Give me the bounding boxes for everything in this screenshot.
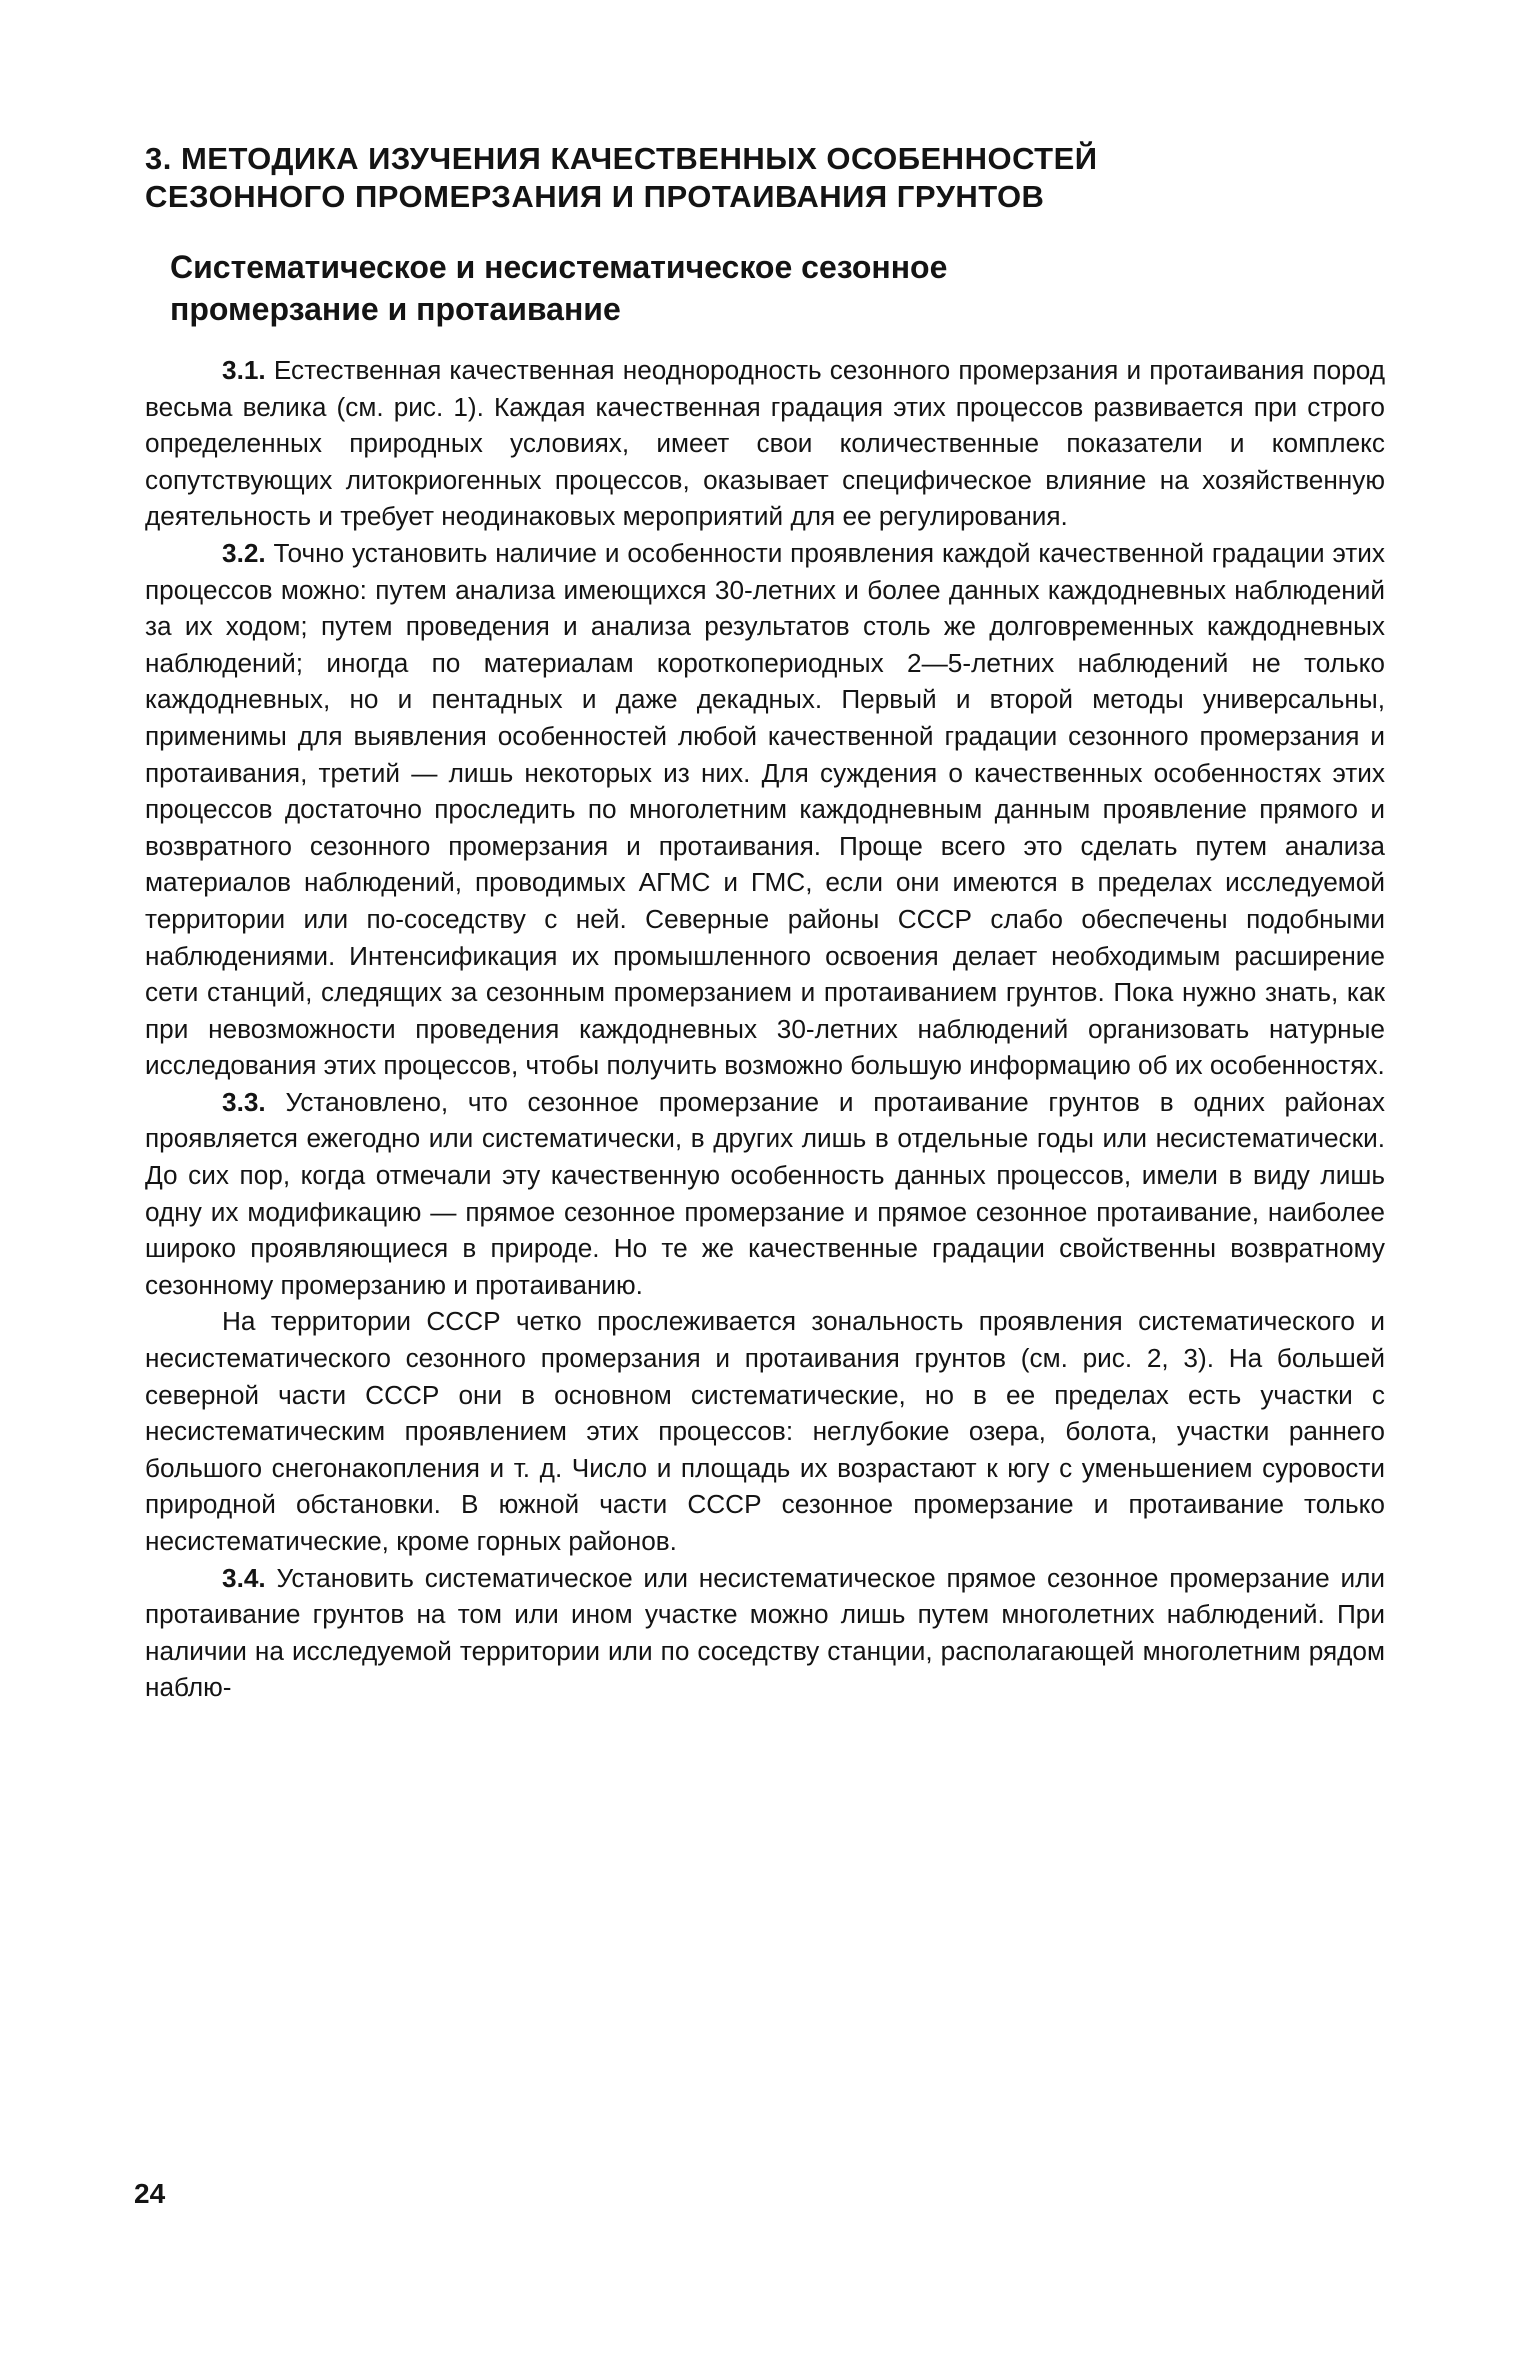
paragraph-text: Установлено, что сезонное промерзание и протаивание грунтов в одних районах проявляется ежегодно или систематически, в других лишь в отдельные годы или несистематически. До сих пор, когда отмечали эту качественную особенность данных процессов, имели в виду лишь одну их модификацию — прямое сезонное промерзание и прямое сезонное протаивание, наиболее широко проявляющиеся в природе. Но те же качественные градации свойственны возвратному сезонному промерзанию и протаиванию.	[145, 1086, 1385, 1300]
page-number: 24	[134, 2178, 166, 2209]
paragraph-3-3	[145, 1084, 1385, 1304]
paragraph-number: 3.3.	[222, 1086, 266, 1117]
paragraph-text: Точно установить наличие и особенности проявления каждой качественной градации этих процессов можно: путем анализа имеющихся 30-летних и более данных каждодневных наблюдений за их ходом; путем проведения и анализа результатов столь же долговременных каждодневных наблюдений; иногда по материалам короткопериодных 2—5-летних наблюдений не только каждодневных, но и пентадных и даже декадных. Первый и второй методы универсальны, применимы для выявления особенностей любой качественной градации сезонного промерзания и протаивания, третий — лишь некоторых из них. Для суждения о качественных особенностях этих процессов достаточно проследить по многолетним каждодневным данным проявление прямого и возвратного сезонного промерзания и протаивания. Проще всего это сделать путем анализа материалов наблюдений, проводимых АГМС и ГМС, если они имеются в пределах исследуемой территории или по-соседству с ней. Северные районы СССР слабо обеспечены подобными наблюдениями. Интенсификация их промышленного освоения делает необходимым расширение сети станций, следящих за сезонным промерзанием и протаиванием грунтов. Пока нужно знать, как при невозможности проведения каждодневных 30-летних наблюдений организовать натурные исследования этих процессов, чтобы получить возможно большую информацию об их особенностях.	[145, 537, 1385, 1081]
body-text	[145, 352, 1385, 1706]
section-title-line: Систематическое и несистематическое сезонное	[170, 249, 948, 285]
chapter-title	[145, 140, 1405, 216]
paragraph-3-4	[145, 1560, 1385, 1706]
paragraph-text: На территории СССР четко прослеживается зональность проявления систематического и несистематического сезонного промерзания и протаивания грунтов (см. рис. 2, 3). На большей северной части СССР они в основном систематические, но в ее пределах есть участки с несистематическим проявлением этих процессов: неглубокие озера, болота, участки раннего большого снегонакопления и т. д. Число и площадь их возрастают к югу с уменьшением суровости природной обстановки. В южной части СССР сезонное промерзание и протаивание только несистематические, кроме горных районов.	[145, 1306, 1385, 1556]
paragraph-number: 3.4.	[222, 1562, 266, 1593]
chapter-title-line: СЕЗОННОГО ПРОМЕРЗАНИЯ И ПРОТАИВАНИЯ ГРУНТОВ	[145, 179, 1045, 214]
paragraph-text: Естественная качественная неоднородность сезонного промерзания и протаивания пород весьма велика (см. рис. 1). Каждая качественная градация этих процессов развивается при строго определенных природных условиях, имеет свои количественные показатели и комплекс сопутствующих литокриогенных процессов, оказывает специфическое влияние на хозяйственную деятельность и требует неодинаковых мероприятий для ее регулирования.	[145, 355, 1385, 532]
paragraph-number: 3.1.	[222, 355, 266, 385]
section-title	[170, 246, 1410, 330]
paragraph-zonality	[145, 1303, 1385, 1559]
paragraph-3-2	[145, 535, 1385, 1084]
section-title-line: промерзание и протаивание	[170, 291, 621, 327]
paragraph-text: Установить систематическое или несистематическое прямое сезонное промерзание или протаивание грунтов на том или ином участке можно лишь путем многолетних наблюдений. При наличии на исследуемой территории или по соседству станции, располагающей многолетним рядом наблю-	[145, 1562, 1385, 1703]
paragraph-number: 3.2.	[222, 537, 266, 568]
paragraph-3-1	[145, 352, 1385, 535]
chapter-title-line: 3. МЕТОДИКА ИЗУЧЕНИЯ КАЧЕСТВЕННЫХ ОСОБЕННОСТЕЙ	[145, 141, 1098, 176]
